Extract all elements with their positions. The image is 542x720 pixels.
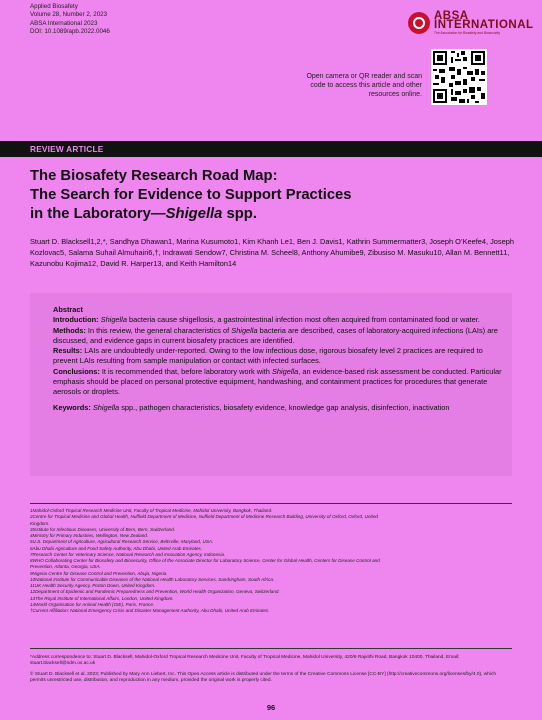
results-label: Results: (53, 346, 83, 356)
affiliation-item: 10National Institute for Communicable Diseases of the National Health Laboratory Services, Sandringham, South Africa. (30, 576, 275, 582)
affiliation-item: †Current Affiliation: National Emergency Crisis and Disaster Management Authority, Abu Dhabi, United Arab Emirates. (30, 608, 270, 613)
journal-doi[interactable]: DOI: 10.1089/apb.2022.0046 (30, 27, 110, 35)
author-list: Stuart D. Blacksell1,2,*, Sandhya Dhawan1, Marina Kusumoto1, Kim Khanh Le1, Ben J. Davis1, Kathrin Summermatter3, Joseph O’Keefe4, Joseph Kozlovac5, Salama Suhail Almuhairi6,†, Indrawati Sendow7, Christina M. Scheel8, Anthony Ahumibe9, Zibusiso M. Masuku10, Allan M. Bennett11, Kazunobu Kojima12, David R. Harper13, and Keith Hamilton14 (30, 237, 514, 268)
logo-name: ABSA INTERNATIONAL (434, 10, 534, 31)
keywords-label: Keywords: (53, 402, 91, 412)
absa-logo (408, 10, 534, 42)
page-number: 96 (266, 703, 276, 712)
article-title (30, 167, 500, 225)
affiliation-item: 3Institute for Infectious Diseases, University of Bern, Bern, Switzerland. (30, 526, 176, 532)
section-label: REVIEW ARTICLE (30, 144, 104, 154)
title-line-3-italic: Shigella (165, 206, 223, 223)
correspondence: *Address correspondence to: Stuart D. Blacksell, Mahidol-Oxford Tropical Research Medicine Unit, Faculty of Tropical Medicine, Mahidol University, 420/6 Rajvithi Road, Bangkok 10400, Thailand, Email: stuart.blacksell@ndm.ox.ac.uk (30, 655, 460, 667)
affiliation-item: Prevention, Atlanta, Georgia, USA. (30, 564, 101, 570)
affiliation-item: 11UK Health Security Agency, Porton Down, United Kingdom. (30, 583, 156, 588)
methods-italic: Shigella (231, 325, 258, 335)
keywords-italic: Shigella (92, 402, 120, 412)
conclusions-label: Conclusions: (53, 366, 100, 376)
conclusions-text-a: It is recommended that, before laboratory work with (99, 366, 272, 376)
correspondence-divider (30, 648, 512, 649)
title-line-2: The Search for Evidence to Support Practices (30, 187, 352, 204)
logo-tagline: The Association for Biosafety and Biosecurity (434, 31, 500, 35)
affiliation-item: 9Nigeria Centre for Disease Control and Prevention, Abuja, Nigeria. (30, 570, 168, 576)
affiliation-item: 8WHO Collaborating Center for Biosafety and Biosecurity, Office of the Associate Director for Laboratory Science, Center for Global Health, Centers for Disease Control and (30, 558, 380, 563)
abstract-results (53, 346, 505, 367)
conclusions-text-b: , an evidence-based risk assessment be conducted. Particular emphasis should be placed on personal protective equipment, handwashing, and containment practices for procedures that generate aerosols or droplets. (53, 366, 502, 397)
qr-instructions: Open camera or QR reader and scan code to access this article and other resources online. (306, 73, 422, 98)
affiliation-item: 2Centre for Tropical Medicine and Global Health, Nuffield Department of Medicine, Nuffield Department of Medicine Research Building, University of Oxford, Oxford, United (30, 514, 378, 520)
journal-volume: Volume 28, Number 2, 2023 (30, 11, 108, 19)
abstract (53, 305, 505, 413)
license-notice: © Stuart D. Blacksell et al. 2023; Published by Mary Ann Liebert, Inc. This Open Access article is distributed under the terms of the Creative Commons License [CC-BY] (http://creativecommons.org/licenses/by/4.0), which permits unrestricted use, distribution, and reproduction in any medium, provided the original work is properly cited. (30, 672, 497, 684)
affiliation-item: 4Ministry for Primary Industries, Wellington, New Zealand. (30, 533, 149, 538)
absa-logo-icon (408, 12, 430, 34)
abstract-introduction (53, 315, 505, 325)
qr-code-icon[interactable] (431, 49, 487, 105)
results-text: LAIs are undoubtedly under-reported. Owing to the low infectious dose, rigorous biosafety level 2 practices are required to prevent LAIs resulting from sample manipulation or contact with infected surfaces. (53, 346, 483, 366)
affiliation-item: 7Research Center for Veterinary Science, National Research and Innovation Agency, Indonesia. (30, 551, 226, 557)
keywords-text: spp., pathogen characteristics, biosafety evidence, knowledge gap analysis, disinfection, inactivation (119, 402, 450, 412)
title-line-3-suffix: spp. (222, 206, 257, 223)
abstract-keywords (53, 403, 505, 413)
introduction-text: bacteria cause shigellosis, a gastrointestinal infection most often acquired from contaminated food or water. (126, 315, 480, 325)
title-line-1: The Biosafety Research Road Map: (30, 168, 278, 184)
affiliation-item: 5U.S. Department of Agriculture, Agricultural Research Service, Beltsville, Maryland, USA. (30, 539, 214, 545)
affiliation-item: 14World Organisation for Animal Health (OIE), Paris, France. (30, 601, 155, 607)
journal-publisher: ABSA International 2023 (30, 19, 98, 27)
methods-text-a: In this review, the general characteristics of (85, 325, 232, 335)
journal-info (30, 3, 110, 36)
abstract-heading: Abstract (53, 305, 83, 314)
footnote-divider (30, 503, 512, 504)
introduction-label: Introduction: (53, 315, 99, 325)
abstract-conclusions (53, 367, 505, 398)
title-line-3 (30, 205, 500, 224)
affiliation-item: Kingdom. (30, 520, 50, 526)
journal-name: Applied Biosafety (30, 3, 78, 10)
introduction-italic: Shigella (100, 315, 127, 325)
affiliation-item: 6Abu Dhabi Agriculture and Food Safety Authority, Abu Dhabi, United Arab Emirates. (30, 545, 203, 551)
title-line-3-prefix: in the Laboratory— (30, 206, 166, 223)
affiliations (30, 508, 512, 614)
methods-label: Methods: (53, 325, 86, 335)
affiliation-item: 12Department of Epidemic and Pandemic Preparedness and Prevention, World Health Organization, Geneva, Switzerland. (30, 589, 280, 595)
affiliation-item: 13The Royal Institute of International Affairs, London, United Kingdom. (30, 595, 174, 601)
abstract-methods (53, 326, 505, 347)
methods-text-b: bacteria are described, cases of laboratory-acquired infections (LAIs) are discussed, and evidence gaps in current biosafety practices are identified. (53, 325, 498, 345)
affiliation-item: 1Mahidol-Oxford Tropical Research Medicine Unit, Faculty of Tropical Medicine, Mahidol University, Bangkok, Thailand. (30, 508, 273, 513)
conclusions-italic: Shigella (271, 366, 299, 376)
